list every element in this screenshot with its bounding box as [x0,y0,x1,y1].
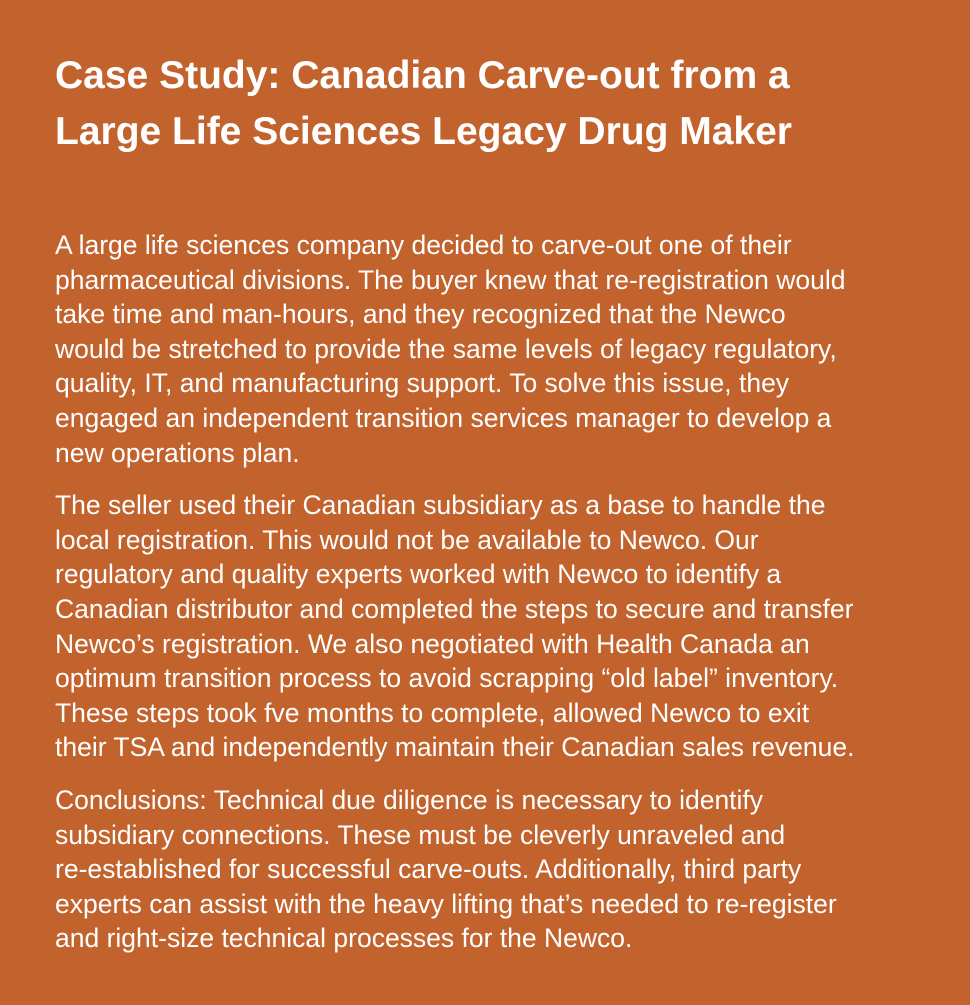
text-line: subsidiary connections. These must be cleverly unraveled and [55,819,786,850]
paragraph-conclusions [55,783,930,956]
text-line: These steps took fve months to complete, allowed Newco to exit [55,697,810,728]
text-line: local registration. This would not be available to Newco. Our [55,524,759,555]
paragraph-approach [55,488,930,765]
text-line: and right-size technical processes for the Newco. [55,923,633,954]
text-line: take time and man-hours, and they recognized that the Newco [55,299,786,330]
case-study-body [55,228,930,956]
text-line: experts can assist with the heavy lifting that’s needed to re-register [55,888,837,919]
text-line: A large life sciences company decided to carve-out one of their [55,230,792,260]
text-line: engaged an independent transition services manager to develop a [55,402,832,433]
title-line: Large Life Sciences Legacy Drug Maker [55,110,792,153]
text-line: Newco’s registration. We also negotiated with Health Canada an [55,628,810,659]
text-line: new operations plan. [55,437,300,468]
text-line: re-established for successful carve-outs. Additionally, third party [55,854,802,885]
paragraph-intro [55,228,930,470]
case-study-title [55,48,930,160]
text-line: Canadian distributor and completed the steps to secure and transfer [55,593,854,624]
text-line: their TSA and independently maintain their Canadian sales revenue. [55,732,855,763]
text-line: would be stretched to provide the same levels of legacy regulatory, [55,333,837,364]
text-line: quality, IT, and manufacturing support. To solve this issue, they [55,368,790,399]
text-line: The seller used their Canadian subsidiary as a base to handle the [55,490,826,521]
text-line: optimum transition process to avoid scrapping “old label” inventory. [55,663,839,694]
text-line: Conclusions: Technical due diligence is necessary to identify [55,784,764,815]
title-line: Case Study: Canadian Carve-out from a [55,54,790,97]
text-line: regulatory and quality experts worked with Newco to identify a [55,559,782,590]
text-line: pharmaceutical divisions. The buyer knew that re-registration would [55,264,846,295]
